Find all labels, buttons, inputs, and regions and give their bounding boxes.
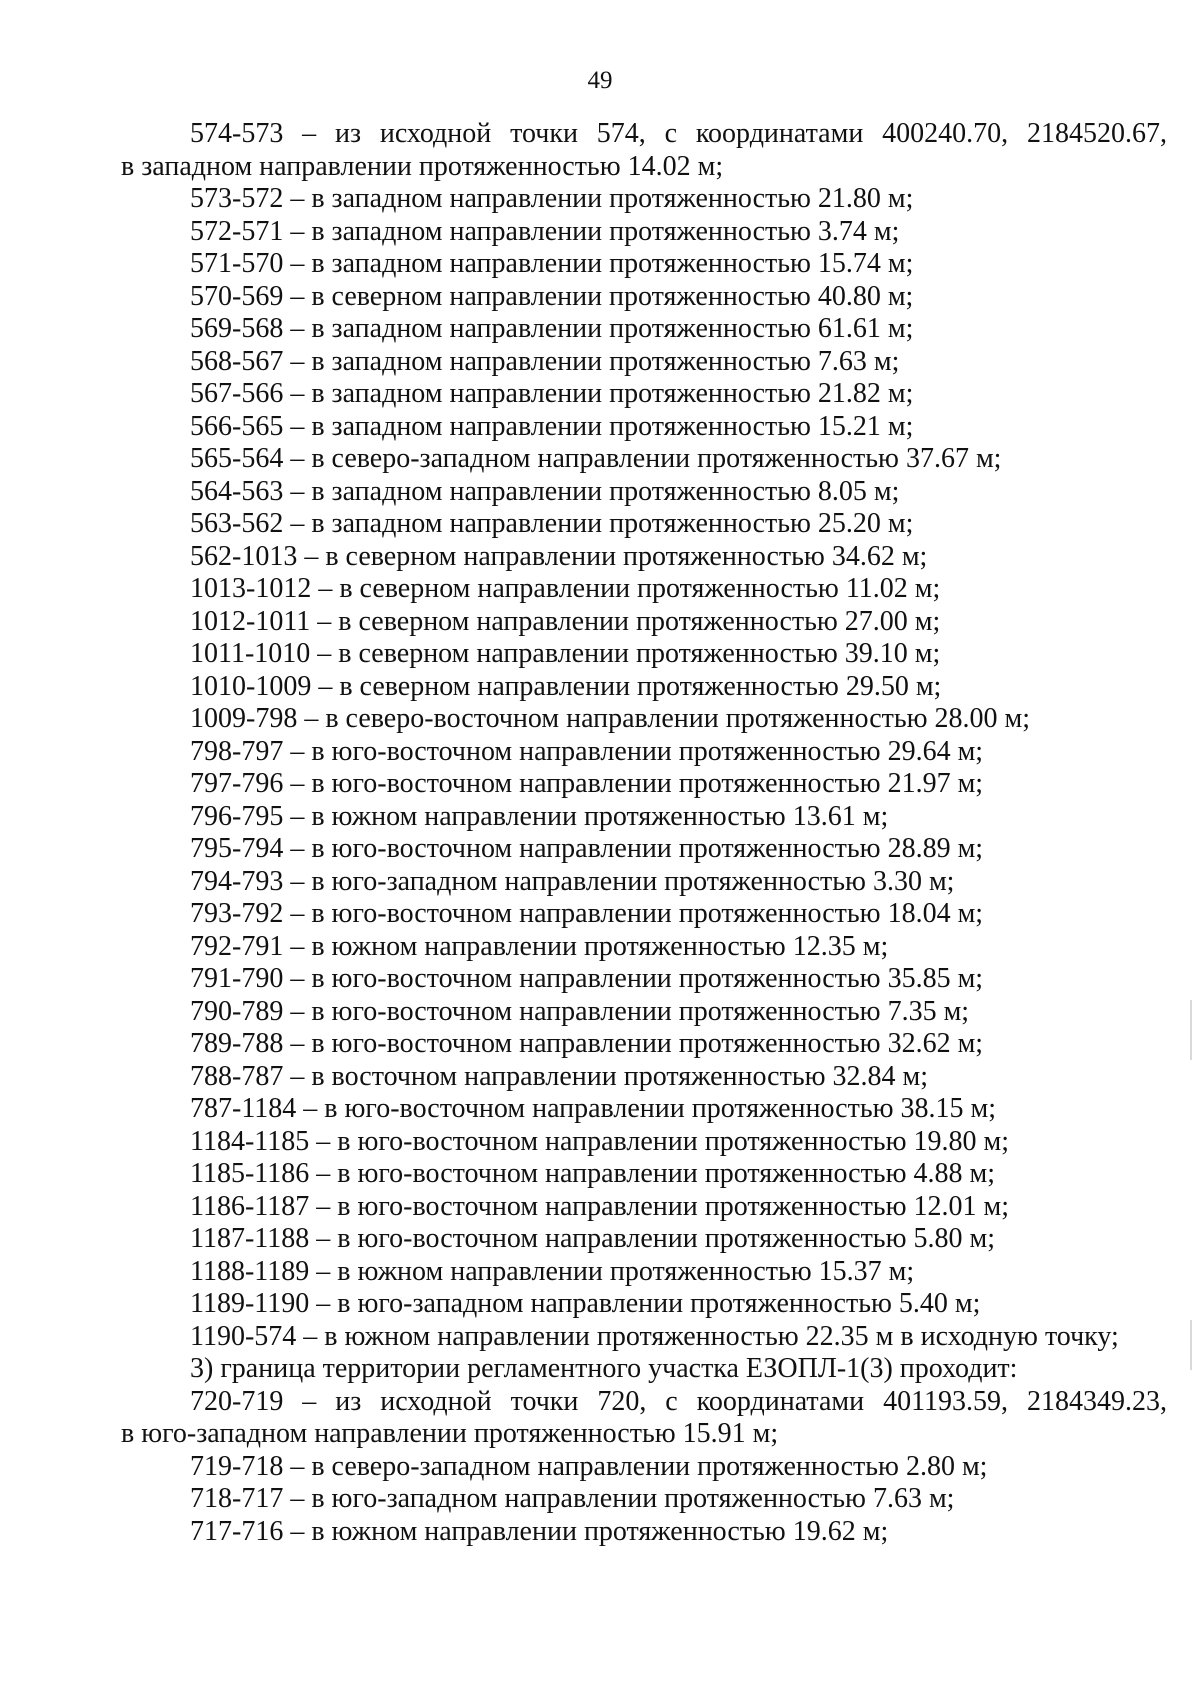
boundary-lead-720 — [121, 1386, 1167, 1451]
segment-line: 717-716 – в южном направлении протяженностью 19.62 м; — [190, 1515, 889, 1547]
segment-line: 1013-1012 – в северном направлении протяженностью 11.02 м; — [190, 573, 941, 604]
segment-line: 1186-1187 – в юго-восточном направлении протяженностью 12.01 м; — [190, 1190, 1009, 1222]
segment-line: 570-569 – в северном направлении протяженностью 40.80 м; — [190, 280, 914, 312]
segment-line: 787-1184 – в юго-восточном направлении протяженностью 38.15 м; — [190, 1093, 997, 1124]
segment-line: 571-570 – в западном направлении протяженностью 15.74 м; — [190, 248, 914, 279]
page-number: 49 — [587, 67, 613, 94]
segment-line: 797-796 – в юго-восточном направлении протяженностью 21.97 м; — [190, 768, 984, 799]
document-body — [121, 118, 1167, 1548]
segment-line: 565-564 – в северо-западном направлении протяженностью 37.67 м; — [190, 443, 1002, 474]
lead-line: 720-719 – из исходной точки 720, с координатами 401193.59, 2184349.23, — [190, 1385, 1167, 1417]
segment-line: 1187-1188 – в юго-восточном направлении протяженностью 5.80 м; — [190, 1223, 995, 1254]
segment-line: 569-568 – в западном направлении протяженностью 61.61 м; — [190, 313, 914, 344]
segment-line: 793-792 – в юго-восточном направлении протяженностью 18.04 м; — [190, 898, 984, 929]
segment-line: 567-566 – в западном направлении протяженностью 21.82 м; — [190, 378, 914, 409]
segment-line: 1012-1011 – в северном направлении протяженностью 27.00 м; — [190, 605, 941, 637]
segment-line: 792-791 – в южном направлении протяженностью 12.35 м; — [190, 930, 889, 962]
boundary-lead-574 — [121, 118, 1167, 183]
segment-line: 796-795 – в южном направлении протяженностью 13.61 м; — [190, 800, 889, 832]
segment-line: 719-718 – в северо-западном направлении протяженностью 2.80 м; — [190, 1450, 988, 1482]
scan-artifact — [1190, 1320, 1192, 1370]
segment-line: 790-789 – в юго-восточном направлении протяженностью 7.35 м; — [190, 995, 970, 1027]
segment-line: 1011-1010 – в северном направлении протяженностью 39.10 м; — [190, 638, 941, 669]
scan-artifact — [1190, 1000, 1192, 1060]
segment-line: 563-562 – в западном направлении протяженностью 25.20 м; — [190, 508, 914, 539]
segment-line: 1188-1189 – в южном направлении протяженностью 15.37 м; — [190, 1255, 915, 1287]
segment-line: 789-788 – в юго-восточном направлении протяженностью 32.62 м; — [190, 1028, 984, 1059]
segment-line: 1185-1186 – в юго-восточном направлении протяженностью 4.88 м; — [190, 1158, 995, 1189]
segment-line: 798-797 – в юго-восточном направлении протяженностью 29.64 м; — [190, 735, 984, 767]
segment-line: 1010-1009 – в северном направлении протяженностью 29.50 м; — [190, 670, 942, 702]
segment-line: 718-717 – в юго-западном направлении протяженностью 7.63 м; — [190, 1483, 955, 1514]
segment-line: 562-1013 – в северном направлении протяженностью 34.62 м; — [190, 540, 928, 572]
segment-line: 572-571 – в западном направлении протяженностью 3.74 м; — [190, 215, 900, 247]
segment-line: 564-563 – в западном направлении протяженностью 8.05 м; — [190, 475, 900, 507]
segment-line: 1189-1190 – в юго-западном направлении протяженностью 5.40 м; — [190, 1288, 981, 1319]
section-heading: 3) граница территории регламентного участка ЕЗОПЛ-1(3) проходит: — [190, 1353, 1018, 1384]
segment-line: 794-793 – в юго-западном направлении протяженностью 3.30 м; — [190, 865, 955, 897]
segment-line: 795-794 – в юго-восточном направлении протяженностью 28.89 м; — [190, 833, 984, 864]
lead-continuation: в западном направлении протяженностью 14.02 м; — [121, 150, 724, 182]
lead-continuation: в юго-западном направлении протяженностью 15.91 м; — [121, 1418, 779, 1449]
segment-line: 566-565 – в западном направлении протяженностью 15.21 м; — [190, 410, 914, 442]
segment-line: 788-787 – в восточном направлении протяженностью 32.84 м; — [190, 1060, 929, 1092]
segment-line: 791-790 – в юго-восточном направлении протяженностью 35.85 м; — [190, 963, 984, 994]
segment-line: 1190-574 – в южном направлении протяженностью 22.35 м в исходную точку; — [190, 1320, 1119, 1352]
lead-line: 574-573 – из исходной точки 574, с координатами 400240.70, 2184520.67, — [190, 118, 1167, 149]
segment-line: 573-572 – в западном направлении протяженностью 21.80 м; — [190, 183, 914, 214]
segment-line: 1184-1185 – в юго-восточном направлении протяженностью 19.80 м; — [190, 1125, 1009, 1157]
segment-line: 568-567 – в западном направлении протяженностью 7.63 м; — [190, 345, 900, 377]
segment-line: 1009-798 – в северо-восточном направлении протяженностью 28.00 м; — [190, 703, 1031, 734]
